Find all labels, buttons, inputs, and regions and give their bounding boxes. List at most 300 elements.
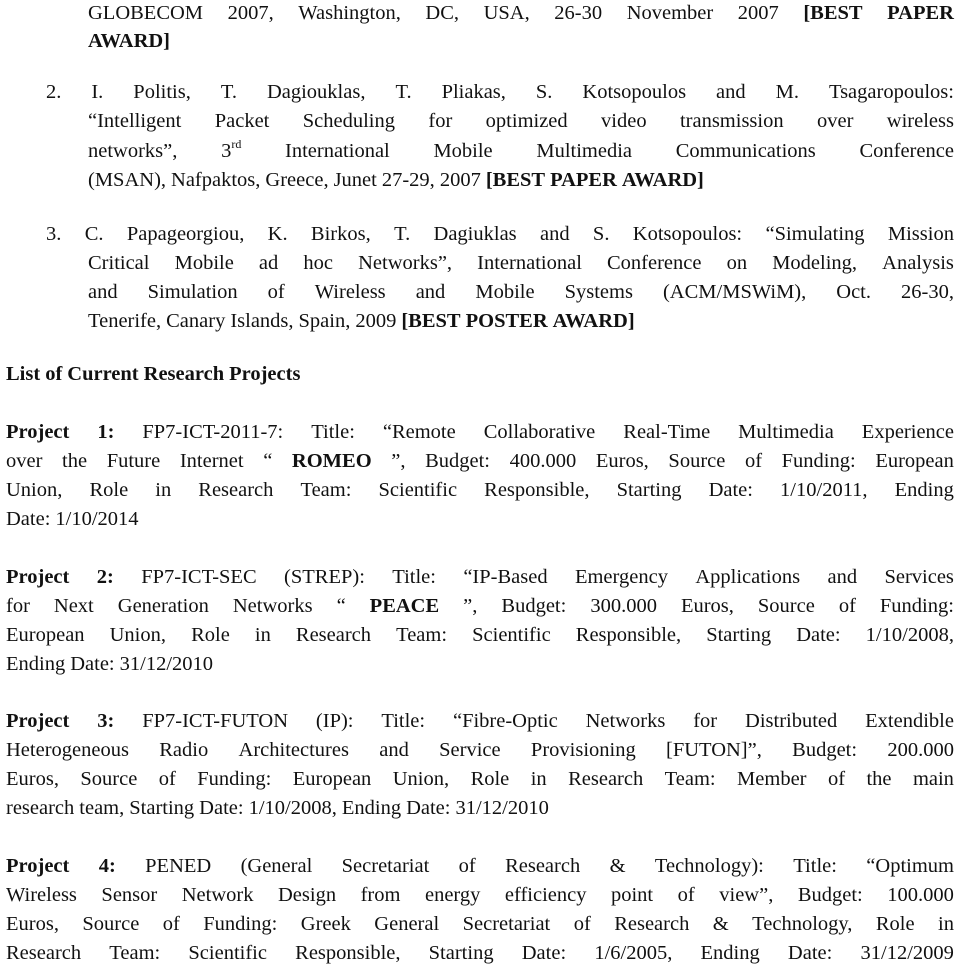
text-line: [6, 364, 300, 385]
text-word: Source: [82, 913, 140, 935]
text-word: “IP-Based: [463, 566, 548, 588]
text-word: for: [428, 110, 453, 132]
text-word: Nafpaktos,: [171, 169, 261, 191]
text-word: in: [530, 768, 547, 790]
text-word: Politis,: [133, 81, 191, 103]
text-word: Junet: [333, 169, 377, 191]
text-word: FP7-ICT-SEC: [141, 566, 257, 588]
text-word: K.: [267, 223, 288, 245]
text-word: and: [716, 81, 746, 103]
text-word: Critical: [88, 252, 150, 274]
bold-text: [BEST: [485, 169, 546, 191]
text-word: Research: [614, 913, 690, 935]
text-word: “Remote: [382, 421, 456, 443]
text-word: for: [693, 710, 718, 732]
text-word: of: [267, 281, 285, 303]
text-word: and: [379, 739, 409, 761]
text-word: M.: [775, 81, 799, 103]
text-word: T.: [220, 81, 237, 103]
text-word: Source: [668, 450, 726, 472]
text-word: USA,: [483, 2, 530, 24]
text-word: over: [816, 110, 854, 132]
text-word: 2007: [439, 169, 481, 191]
text-word: research: [6, 797, 75, 819]
text-word: Conference: [607, 252, 702, 274]
text-word: 2007,: [227, 2, 274, 24]
text-word: and: [539, 223, 570, 245]
text-word: Ending: [341, 797, 402, 819]
superscript: rd: [231, 137, 242, 151]
text-word: Design: [278, 884, 337, 906]
text-word: PENED: [145, 855, 212, 877]
bold-text: Project: [6, 855, 70, 877]
text-word: Greece,: [265, 169, 329, 191]
text-word: Mobile: [433, 140, 493, 162]
text-word: Oct.: [836, 281, 872, 303]
text-word: 2007: [737, 2, 779, 24]
text-word: Tsagaropoulos:: [828, 81, 954, 103]
text-word: [466, 311, 548, 332]
text-word: European: [875, 450, 954, 472]
text-word: Communications: [675, 140, 816, 162]
text-word: Scientific: [378, 479, 458, 501]
bold-text: Project: [6, 421, 70, 443]
text-line: [6, 885, 954, 906]
bold-text: 1:: [97, 421, 115, 443]
text-word: the: [62, 450, 88, 472]
text-word: Starting: [706, 624, 772, 646]
text-word: Emergency: [574, 566, 668, 588]
text-word: Budget:: [425, 450, 491, 472]
bold-text: 3:: [97, 710, 115, 732]
text-word: Modeling,: [772, 252, 858, 274]
text-word: Conference: [859, 140, 954, 162]
text-word: optimized: [485, 110, 568, 132]
bold-text: Project: [6, 710, 70, 732]
text-word: 26-30: [554, 2, 603, 24]
text-line: [6, 943, 954, 964]
text-word: energy: [424, 884, 481, 906]
text-word: 1/6/2005,: [594, 942, 673, 964]
text-word: networks”,: [88, 140, 178, 162]
text-word: (ACM/MSWiM),: [662, 281, 807, 303]
text-word: 1/10/2011,: [780, 479, 868, 501]
text-word: [887, 3, 954, 24]
text-line: [46, 82, 954, 103]
text-word: T.: [395, 81, 412, 103]
text-word: of: [162, 913, 180, 935]
text-word: “Fibre-Optic: [452, 710, 558, 732]
bold-text: POSTER: [465, 310, 548, 332]
text-word: Islands,: [230, 310, 294, 332]
text-line: [6, 480, 954, 501]
bold-text: PAPER: [887, 2, 954, 24]
text-word: Networks”,: [358, 252, 453, 274]
text-word: (MSAN),: [88, 169, 167, 191]
text-word: Budget:: [501, 595, 567, 617]
text-word: [553, 311, 635, 332]
text-word: of: [573, 913, 591, 935]
text-word: Experience: [861, 421, 954, 443]
text-word: Union,: [6, 479, 63, 501]
text-word: Title:: [392, 566, 436, 588]
text-word: Ending: [6, 653, 66, 675]
text-word: in: [938, 913, 954, 935]
text-word: GLOBECOM: [88, 2, 204, 24]
text-line: [88, 170, 704, 191]
text-word: over: [6, 450, 43, 472]
text-word: wireless: [886, 110, 954, 132]
text-word: [6, 856, 69, 877]
text-word: in: [155, 479, 172, 501]
text-word: 1/10/2008,: [865, 624, 954, 646]
text-word: Source: [757, 595, 815, 617]
text-word: Funding:: [879, 595, 954, 617]
text-word: Wireless: [314, 281, 386, 303]
text-word: Networks: [585, 710, 666, 732]
text-word: Research: [295, 624, 372, 646]
text-word: Services: [884, 566, 954, 588]
text-word: Research: [505, 855, 581, 877]
text-line: [88, 31, 170, 52]
text-word: of: [677, 884, 695, 906]
text-line: [88, 3, 954, 24]
text-word: and: [88, 281, 118, 303]
text-word: 26-30,: [901, 281, 954, 303]
text-word: Role: [191, 624, 230, 646]
text-word: Euros,: [6, 768, 59, 790]
text-word: hoc: [303, 252, 333, 274]
text-word: Responsible,: [295, 942, 401, 964]
text-word: Title:: [311, 421, 355, 443]
text-line: [46, 224, 954, 245]
text-word: Mobile: [475, 281, 535, 303]
text-word: Generation: [117, 595, 209, 617]
text-word: Date:: [787, 942, 833, 964]
text-word: of: [744, 450, 763, 472]
bold-text: Research: [143, 363, 225, 385]
text-word: Analysis: [882, 252, 954, 274]
text-word: (STREP):: [284, 566, 365, 588]
text-word: International: [477, 252, 582, 274]
text-word: Dagiouklas,: [266, 81, 366, 103]
text-word: [370, 596, 439, 617]
text-word: Title:: [381, 710, 426, 732]
text-word: [6, 364, 40, 385]
text-word: Kotsopoulos:: [632, 223, 743, 245]
bold-text: 2:: [96, 566, 114, 588]
text-word: Euros,: [680, 595, 734, 617]
text-word: [97, 567, 114, 588]
text-word: 400.000: [509, 450, 577, 472]
text-word: Canary: [166, 310, 226, 332]
text-word: Mobile: [174, 252, 234, 274]
text-word: [45, 364, 62, 385]
text-word: T.: [394, 223, 411, 245]
text-word: Responsible,: [484, 479, 590, 501]
text-word: Birkos,: [310, 223, 371, 245]
text-word: Sensor: [101, 884, 158, 906]
text-word: Team:: [109, 942, 161, 964]
text-word: “Optimum: [866, 855, 954, 877]
text-word: 2.: [46, 81, 62, 103]
text-word: Secretariat: [462, 913, 551, 935]
text-word: [401, 311, 460, 332]
text-word: Team:: [300, 479, 352, 501]
bold-text: List: [6, 363, 41, 385]
bold-text: PEACE: [369, 595, 440, 617]
text-word: Research: [568, 768, 644, 790]
bold-text: of: [45, 363, 63, 385]
text-word: S.: [592, 223, 610, 245]
bold-text: 4:: [98, 855, 116, 877]
text-word: Starting: [428, 942, 494, 964]
text-word: Wireless: [6, 884, 77, 906]
text-line: [88, 111, 954, 132]
text-word: 100.000: [887, 884, 954, 906]
text-word: Architectures: [238, 739, 349, 761]
text-word: FP7-ICT-FUTON: [142, 710, 289, 732]
text-line: [6, 798, 549, 819]
text-word: Funding:: [197, 768, 272, 790]
text-word: &: [609, 855, 626, 877]
text-line: [6, 856, 954, 877]
text-word: Date:: [406, 797, 451, 819]
text-word: [229, 364, 300, 385]
text-word: S.: [535, 81, 553, 103]
text-word: of: [827, 768, 846, 790]
text-line: [6, 596, 954, 617]
text-word: (General: [240, 855, 313, 877]
text-word: Technology,: [752, 913, 853, 935]
text-word: European: [6, 624, 85, 646]
text-word: [263, 451, 272, 472]
text-word: DC,: [425, 2, 460, 24]
text-word: Systems: [564, 281, 633, 303]
bold-text: ROMEO: [291, 450, 372, 472]
text-word: efficiency: [504, 884, 587, 906]
text-word: Pliakas,: [441, 81, 506, 103]
text-word: Multimedia: [738, 421, 834, 443]
bold-text: PAPER: [550, 169, 617, 191]
text-word: Service: [439, 739, 501, 761]
text-word: Source: [80, 768, 138, 790]
text-word: C.: [84, 223, 104, 245]
text-word: Member: [737, 768, 807, 790]
bold-text: Current: [67, 363, 139, 385]
text-word: [292, 451, 372, 472]
text-word: [550, 170, 617, 191]
text-word: Role: [875, 913, 915, 935]
text-word: 1/10/2008,: [248, 797, 337, 819]
bold-text: [BEST: [803, 2, 863, 24]
text-word: Heterogeneous: [6, 739, 129, 761]
text-word: 31/12/2010: [119, 653, 214, 675]
text-line: [6, 625, 954, 646]
text-word: [486, 170, 545, 191]
text-word: [622, 170, 704, 191]
text-word: [67, 364, 138, 385]
text-word: the: [866, 768, 892, 790]
text-word: Date:: [521, 942, 567, 964]
text-line: [88, 282, 954, 303]
text-word: Ending: [894, 479, 954, 501]
text-word: Ending: [700, 942, 760, 964]
text-word: and: [827, 566, 858, 588]
text-word: and: [415, 281, 446, 303]
text-word: ”,: [391, 450, 406, 472]
text-word: Radio: [159, 739, 209, 761]
text-word: main: [912, 768, 954, 790]
text-word: Euros,: [595, 450, 649, 472]
text-word: Date:: [6, 508, 51, 530]
text-word: Extendible: [865, 710, 954, 732]
text-word: Union,: [109, 624, 166, 646]
text-word: [221, 137, 242, 162]
text-word: Greek: [300, 913, 351, 935]
text-word: in: [254, 624, 271, 646]
text-word: Funding:: [781, 450, 856, 472]
bold-text: Project: [6, 566, 70, 588]
text-word: of: [158, 768, 176, 790]
text-word: [6, 422, 69, 443]
bold-text: AWARD]: [552, 310, 635, 332]
text-word: Distributed: [745, 710, 838, 732]
text-word: November: [626, 2, 714, 24]
text-line: [88, 253, 954, 274]
text-word: “Intelligent: [88, 110, 182, 132]
text-word: Date:: [796, 624, 841, 646]
text-word: Mission: [887, 223, 954, 245]
text-word: [6, 567, 69, 588]
text-word: [97, 422, 114, 443]
text-word: 31/12/2009: [860, 942, 954, 964]
text-word: European: [292, 768, 372, 790]
text-word: for: [6, 595, 30, 617]
text-word: Dagiuklas: [433, 223, 517, 245]
text-word: transmission: [679, 110, 784, 132]
text-word: Next: [53, 595, 94, 617]
bold-text: Projects: [229, 363, 301, 385]
text-word: Team:: [664, 768, 716, 790]
text-word: [6, 711, 69, 732]
text-word: Real-Time: [623, 421, 711, 443]
text-word: 300.000: [590, 595, 657, 617]
text-word: Collaborative: [483, 421, 596, 443]
text-word: Date:: [708, 479, 753, 501]
text-word: Packet: [214, 110, 270, 132]
text-line: [6, 654, 213, 675]
text-word: Tenerife,: [88, 310, 162, 332]
text-word: Network: [181, 884, 254, 906]
text-word: ad: [258, 252, 279, 274]
text-word: 27-29,: [381, 169, 435, 191]
text-word: Kotsopoulos: [582, 81, 687, 103]
text-word: Date:: [70, 653, 115, 675]
text-line: [6, 567, 954, 588]
text-word: [803, 3, 862, 24]
bold-text: AWARD]: [621, 169, 704, 191]
text-word: team,: [79, 797, 125, 819]
text-word: Starting: [129, 797, 195, 819]
text-word: Simulation: [147, 281, 238, 303]
text-word: Scientific: [472, 624, 551, 646]
text-line: [6, 509, 139, 530]
plain-text: 3: [221, 140, 232, 162]
text-word: Union,: [392, 768, 450, 790]
text-word: FP7-ICT-2011-7:: [142, 421, 284, 443]
text-word: video: [601, 110, 647, 132]
text-word: Applications: [695, 566, 801, 588]
text-word: Starting: [616, 479, 682, 501]
text-line: [6, 769, 954, 790]
text-word: “Simulating: [765, 223, 865, 245]
text-word: on: [726, 252, 748, 274]
text-word: Budget:: [797, 884, 863, 906]
text-word: 2009: [355, 310, 397, 332]
text-word: Technology):: [654, 855, 764, 877]
text-word: Budget:: [792, 739, 858, 761]
bold-text: [BEST: [401, 310, 461, 332]
text-word: Scheduling: [302, 110, 396, 132]
text-word: General: [374, 913, 440, 935]
text-line: [88, 137, 954, 162]
text-word: Date:: [199, 797, 244, 819]
text-word: Euros,: [6, 913, 59, 935]
text-line: [6, 914, 954, 935]
text-word: Secretariat: [341, 855, 430, 877]
plain-text: “: [263, 450, 273, 472]
text-word: Research: [6, 942, 82, 964]
text-word: Future: [106, 450, 161, 472]
text-word: 31/12/2010: [455, 797, 549, 819]
text-line: [6, 451, 954, 472]
text-word: Spain,: [298, 310, 351, 332]
text-word: 3.: [46, 223, 62, 245]
text-word: Provisioning: [530, 739, 636, 761]
text-word: Team:: [396, 624, 448, 646]
text-word: Role: [470, 768, 510, 790]
text-word: [99, 856, 116, 877]
text-word: point: [610, 884, 654, 906]
text-word: Washington,: [298, 2, 401, 24]
text-word: Scientific: [188, 942, 267, 964]
text-word: “: [336, 595, 346, 617]
text-word: [144, 364, 224, 385]
text-line: [6, 740, 954, 761]
text-word: (IP):: [315, 710, 354, 732]
text-line: [6, 711, 954, 732]
text-word: view”,: [719, 884, 774, 906]
text-word: Funding:: [203, 913, 278, 935]
bold-text: AWARD]: [88, 30, 170, 52]
text-line: [6, 422, 954, 443]
text-word: &: [712, 913, 729, 935]
text-word: Role: [89, 479, 129, 501]
text-word: of: [458, 855, 476, 877]
text-word: of: [838, 595, 856, 617]
text-word: Internet: [179, 450, 244, 472]
text-word: 1/10/2014: [55, 508, 139, 530]
text-word: Papageorgiou,: [126, 223, 245, 245]
text-word: [88, 31, 170, 52]
text-word: Research: [198, 479, 274, 501]
text-word: [FUTON]”,: [666, 739, 762, 761]
text-word: Responsible,: [575, 624, 682, 646]
text-word: ”,: [463, 595, 478, 617]
text-word: Networks: [232, 595, 313, 617]
text-word: Title:: [793, 855, 837, 877]
